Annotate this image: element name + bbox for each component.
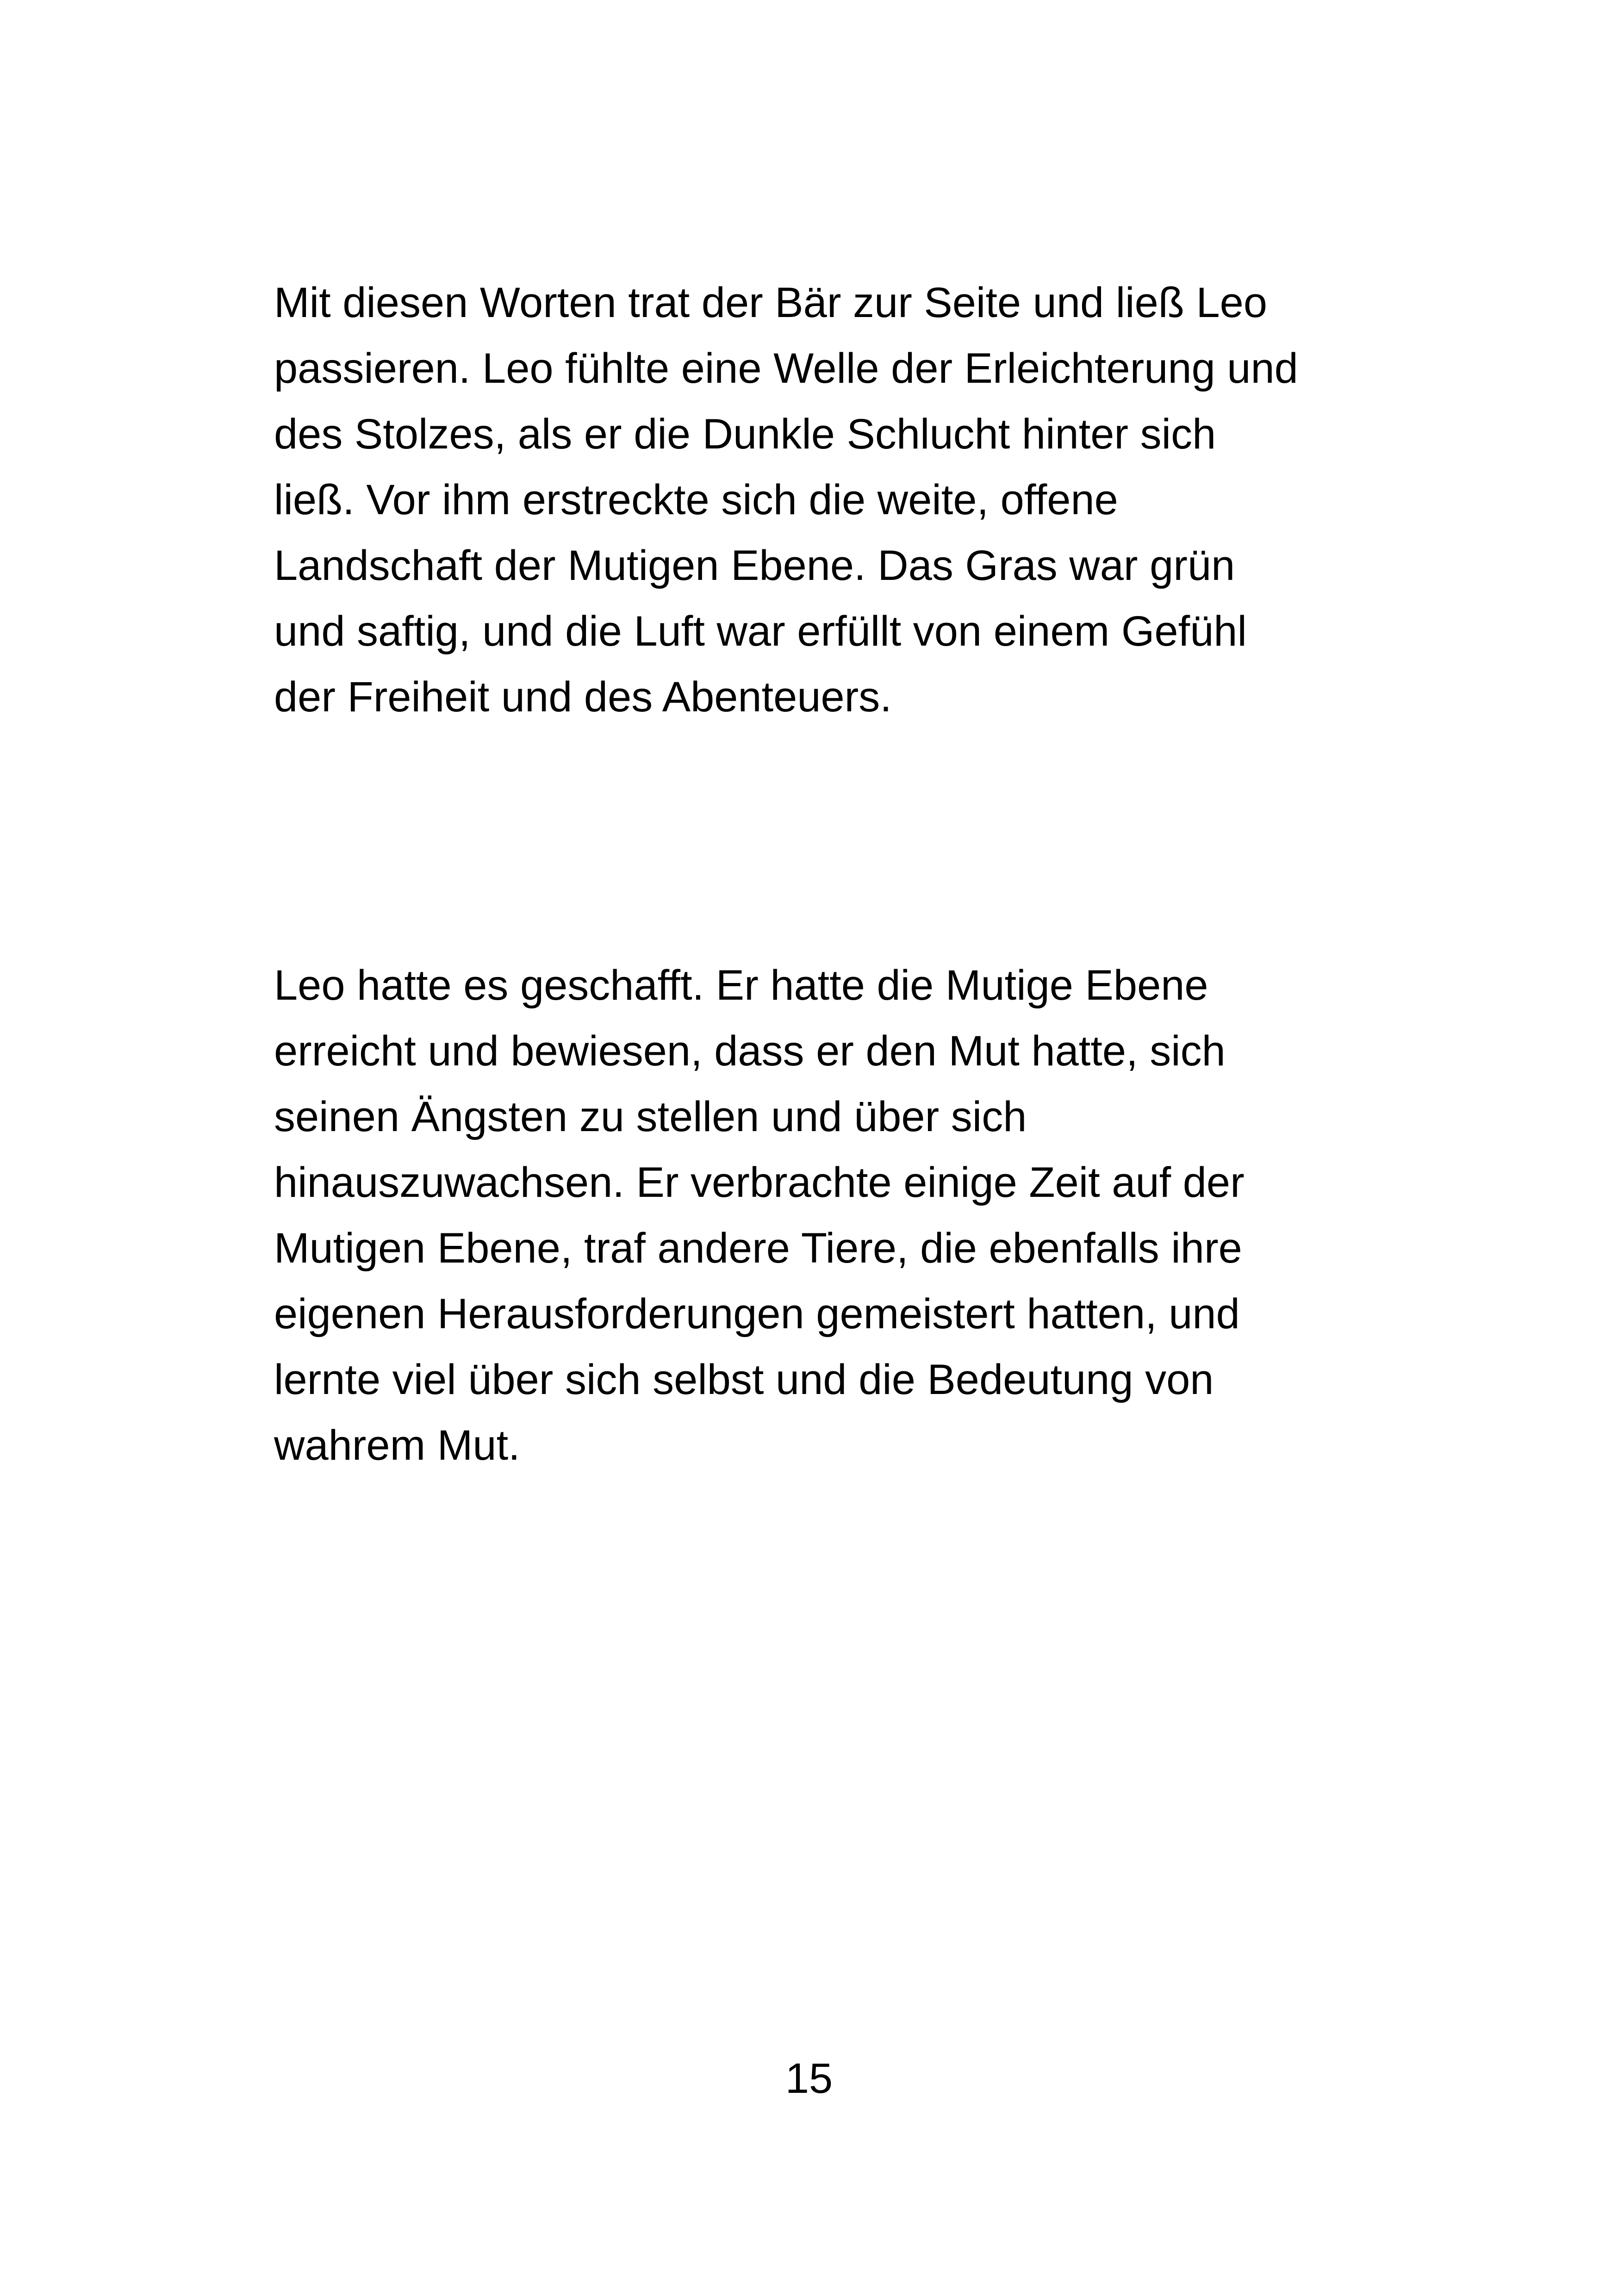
paragraph-line: Mit diesen Worten trat der Bär zur Seite und ließ Leo — [274, 279, 1268, 326]
paragraph-line: des Stolzes, als er die Dunkle Schlucht hinter sich — [274, 411, 1216, 458]
paragraph-line: seinen Ängsten zu stellen und über sich — [274, 1093, 1027, 1140]
paragraph-line: ließ. Vor ihm erstreckte sich die weite, offene — [274, 476, 1118, 523]
paragraph-line: eigenen Herausforderungen gemeistert hatten, und — [274, 1290, 1240, 1338]
paragraph-line: erreicht und bewiesen, dass er den Mut hatte, sich — [274, 1027, 1226, 1075]
paragraph-line: lernte viel über sich selbst und die Bedeutung von — [274, 1356, 1214, 1403]
paragraph-line: Mutigen Ebene, traf andere Tiere, die ebenfalls ihre — [274, 1225, 1242, 1272]
page-number: 15 — [785, 2055, 833, 2102]
paragraph-line: wahrem Mut. — [274, 1422, 520, 1469]
paragraph-line: und saftig, und die Luft war erfüllt von einem Gefühl — [274, 608, 1247, 655]
body-paragraph-1 — [274, 270, 1366, 730]
paragraph-line: der Freiheit und des Abenteuers. — [274, 673, 892, 721]
paragraph-line: passieren. Leo fühlte eine Welle der Erleichterung und — [274, 345, 1298, 392]
paragraph-line: Leo hatte es geschafft. Er hatte die Mutige Ebene — [274, 962, 1208, 1009]
body-paragraph-2 — [274, 952, 1366, 1478]
paragraph-line: Landschaft der Mutigen Ebene. Das Gras war grün — [274, 542, 1235, 589]
paragraph-line: hinauszuwachsen. Er verbrachte einige Zeit auf der — [274, 1159, 1245, 1206]
